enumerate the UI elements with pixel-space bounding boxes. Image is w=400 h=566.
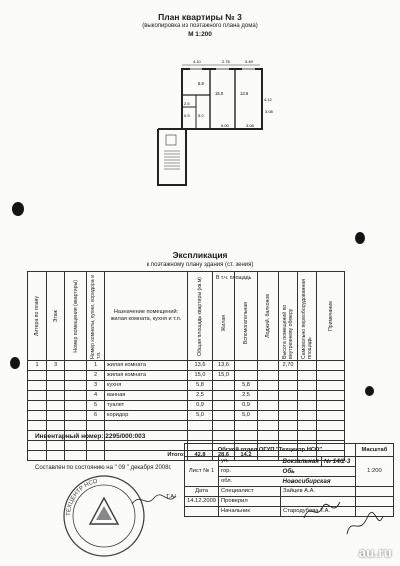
scale-value: 1:200: [355, 457, 393, 487]
cell: [258, 411, 279, 421]
signature: [130, 490, 190, 510]
city-label: гор.: [221, 468, 232, 474]
cell: [213, 411, 235, 421]
col-header: Высота помещений по внутреннему обмеру: [282, 304, 294, 359]
date-value: 14.12.2009: [185, 497, 219, 507]
col-header: Примечание: [327, 300, 334, 332]
dim-label: 2.78: [222, 59, 230, 64]
cell: [258, 371, 279, 381]
cell: [47, 391, 65, 401]
cell: [47, 401, 65, 411]
cell: [65, 361, 87, 371]
room-area: 5.8: [198, 81, 204, 86]
cell: [317, 411, 345, 421]
region-value: Новосибирская: [281, 477, 356, 487]
cell: 0,9: [235, 401, 258, 411]
cell: [317, 361, 345, 371]
cell: [298, 401, 317, 411]
totals-label: Итого:: [105, 451, 188, 461]
cell: 5,0: [235, 411, 258, 421]
cell: 2,70: [279, 361, 298, 371]
house-value: 14/2-3: [332, 458, 351, 465]
sheet-number: Лист № 1: [185, 457, 219, 487]
cell: 4: [87, 391, 105, 401]
cell: [317, 381, 345, 391]
inventory-number: Инвентарный номер: 2295/000:003: [35, 433, 146, 440]
plan-subtitle: (выкопировка из поэтажного плана дома): [142, 23, 258, 29]
signature: [302, 498, 342, 524]
cell: 13,6: [213, 361, 235, 371]
col-header: Назначение помещений: жилая комната, кухня и т.п.: [110, 309, 182, 322]
cell: [213, 401, 235, 411]
explication-subtitle: к поэтажному плану здания (ст. зения): [146, 262, 254, 268]
cell: [28, 401, 47, 411]
cell: [258, 391, 279, 401]
cell: [317, 401, 345, 411]
cell: [65, 371, 87, 381]
cell: [258, 401, 279, 411]
cell: [65, 401, 87, 411]
cell: жилая комната: [105, 361, 188, 371]
cell: туалет: [105, 401, 188, 411]
seal-text: ТЕХЦЕНТР НСО: [65, 478, 99, 517]
cell: 6: [87, 411, 105, 421]
cell: 5,8: [235, 381, 258, 391]
ink-blot: [10, 357, 20, 369]
table-row: [28, 361, 345, 371]
cell: [213, 381, 235, 391]
cell: [279, 411, 298, 421]
room-area: 0.9: [184, 113, 190, 118]
cell: 13,6: [188, 361, 213, 371]
signature-initials: Т.А/: [166, 494, 176, 500]
cell: 1: [87, 361, 105, 371]
cell: 1: [28, 361, 47, 371]
chief-label: Начальник: [219, 507, 281, 517]
explication-title: Экспликация: [172, 250, 228, 260]
cell: 15,0: [213, 371, 235, 381]
col-header: Жилая: [220, 314, 227, 332]
cell: [279, 381, 298, 391]
cell: [28, 371, 47, 381]
svg-text:ТЕХЦЕНТР НСО: [66, 479, 99, 517]
room-area: 15.0: [215, 91, 224, 96]
city-value: Обь: [281, 467, 356, 477]
cell: 5: [87, 401, 105, 411]
cell: ванная: [105, 391, 188, 401]
dim-label: 4.12: [264, 97, 272, 102]
signature: [345, 510, 385, 540]
dim-label: 3.08: [265, 109, 273, 114]
cell: [47, 381, 65, 391]
cell: [65, 391, 87, 401]
col-header: Вспомогательная: [243, 301, 249, 345]
cell: 2,5: [235, 391, 258, 401]
floor-plan: [130, 55, 300, 195]
cell: [47, 371, 65, 381]
cell: [317, 391, 345, 401]
col-header: Номер комнаты, кухни, коридора и т.п.: [89, 275, 102, 359]
col-header: Лоджий, балконов: [265, 294, 271, 338]
org-name: Обской отдел ОГУП "Техцентр НСО": [185, 444, 356, 457]
ink-blot: [365, 386, 374, 396]
cell: [47, 411, 65, 421]
table-row: [28, 371, 345, 381]
room-area: 2.5: [184, 101, 190, 106]
table-row: [28, 391, 345, 401]
cell: [65, 381, 87, 391]
table-row: [28, 411, 345, 421]
cell: [317, 371, 345, 381]
col-header: Номер помещения (квартиры): [72, 279, 79, 353]
cell: 3: [87, 381, 105, 391]
table-row: [28, 381, 345, 391]
cell: [235, 361, 258, 371]
date-label: Дата: [185, 487, 219, 497]
cell: коридор: [105, 411, 188, 421]
region-label: обл.: [221, 478, 233, 484]
cell: 5,8: [188, 381, 213, 391]
cell: [28, 381, 47, 391]
ink-blot: [355, 232, 365, 244]
cell: [65, 411, 87, 421]
street-label: ул.: [221, 458, 229, 464]
plan-title: План квартиры № 3: [158, 12, 242, 22]
checked-label: Проверил: [219, 497, 281, 507]
cell: 2,5: [188, 391, 213, 401]
cell: [298, 371, 317, 381]
table-header-row: [28, 272, 345, 361]
cell: 15,0: [188, 371, 213, 381]
totals-total: 42,8: [188, 451, 213, 461]
totals-living: 28,6: [213, 451, 235, 461]
cell: 5,0: [188, 411, 213, 421]
street-value: Вокзальная: [281, 457, 322, 467]
cell: [298, 381, 317, 391]
totals-aux: 14,2: [235, 451, 258, 461]
cell: 2: [87, 371, 105, 381]
chief-name: Стародубова Т.А.: [281, 507, 356, 517]
round-seal: [60, 472, 148, 560]
room-area: 5.0: [198, 113, 204, 118]
house-label: №: [323, 458, 332, 465]
col-header: Этаж: [52, 309, 59, 323]
specialist-name: Зайцев А.А.: [281, 487, 356, 497]
ink-blot: [12, 202, 24, 216]
cell: [28, 411, 47, 421]
cell: [213, 391, 235, 401]
col-group-header: В т.ч. площадь: [216, 275, 252, 281]
room-area: 13.6: [240, 91, 249, 96]
cell: 0,9: [188, 401, 213, 411]
cell: 3: [47, 361, 65, 371]
cell: [279, 401, 298, 411]
col-header: Литера по плану: [34, 295, 40, 337]
cell: [279, 391, 298, 401]
col-header: Общая площадь квартиры (кв.м): [197, 276, 203, 356]
cell: [258, 381, 279, 391]
col-header: Самовольно переоборудованная площадь: [301, 279, 313, 359]
cell: кухня: [105, 381, 188, 391]
specialist-label: Специалист: [219, 487, 281, 497]
watermark: au.ru: [358, 545, 392, 560]
cell: [258, 361, 279, 371]
cell: [28, 391, 47, 401]
dim-label: 3.08: [246, 123, 254, 128]
state-date-line: Составлен по состоянию на " 09 " декабря 2008г.: [35, 465, 172, 471]
cell: жилая комната: [105, 371, 188, 381]
scale-label: Масштаб: [355, 444, 393, 457]
dim-label: 4.10: [193, 59, 201, 64]
title-block: [184, 443, 394, 517]
cell: [298, 391, 317, 401]
cell: [298, 411, 317, 421]
dim-label: 3.49: [245, 59, 253, 64]
table-row: [28, 421, 345, 431]
cell: [298, 361, 317, 371]
cell: [279, 371, 298, 381]
dim-label: 5.00: [221, 123, 229, 128]
table-row: [28, 401, 345, 411]
cell: [235, 371, 258, 381]
plan-scale: М 1:200: [188, 31, 212, 38]
